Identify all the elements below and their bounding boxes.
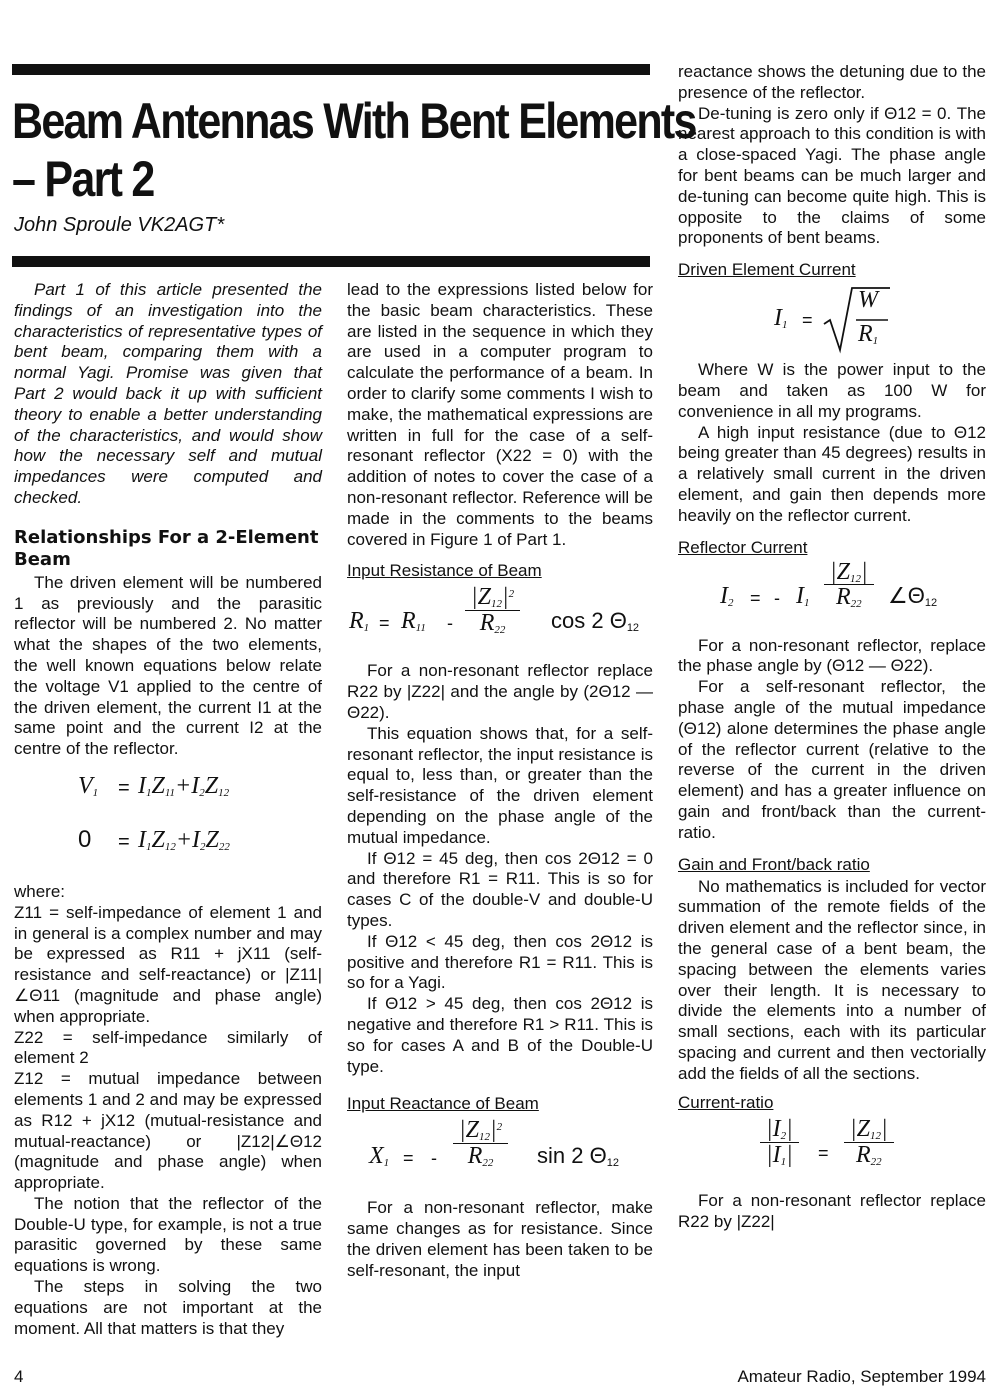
title-line-2: – Part 2 <box>12 151 154 207</box>
definition-z11: Z11 = self-impedance of element 1 and in general is a complex number and may be expressed as R11 + jX11 (self-resistance and self-reactance) or |Z11|∠Θ11 (magnitude and phase angle) when appropriate. <box>14 902 322 1026</box>
section-heading-input-resistance: Input Resistance of Beam <box>347 561 542 581</box>
equation-reflector-current: $I_2$ = - $I_1$ $\frac{|Z_{12}|}{R_{22}}$ $\angle\Theta_{12}$ <box>720 558 938 611</box>
equation-v1: $V_1$ = $I_1Z_{11}+I_2Z_{12}$ <box>78 772 230 799</box>
paragraph: If Θ12 < 45 deg, then cos 2Θ12 is positive and therefore R1 = R11. This is so for a Yagi. <box>347 931 653 993</box>
paragraph: The steps in solving the two equations are not important at the moment. All that matters is that they <box>14 1277 322 1338</box>
square-root-sign <box>822 286 892 354</box>
section-heading-relationships: Relationships For a 2-Element Beam <box>14 526 319 570</box>
equation-current-ratio: $\frac{|I_2|}{|I_1|}$ = $\frac{|Z_{12}|}{R_{22}}$ <box>678 1119 986 1191</box>
intro-paragraph: Part 1 of this article presented the findings of an investigation into the characteristics of representative types of bent beam, comparing them with a normal Yagi. Promise was given that Part 2 would back it up with sufficient theory to enable a better understanding of the characteristics, and would show how the necessary self and mutual impedances were computed and checked. <box>14 280 322 507</box>
paragraph: For a self-resonant reflector, the phase angle of the mutual impedance (Θ12) alone determines the phase angle of the reflector current (relative to the reverse of the current in the driven element) and has a greater influence on gain and front/back than the current-ratio. <box>678 677 986 842</box>
section-heading-gain: Gain and Front/back ratio <box>678 854 870 874</box>
section-heading-reflector-current: Reflector Current <box>678 537 808 557</box>
paragraph: A high input resistance (due to Θ12 being greater than 45 degrees) results in a relatively small current in the driven element, and gain then depends more heavily on the reflector current. <box>678 422 986 525</box>
equation-input-resistance: $R_1$ = $R_{11}$ - $\frac{|Z_{12}|^2}{R_{22}}$ cos 2 $\Theta_{12}$ <box>349 584 640 637</box>
where-label: where: <box>14 881 66 901</box>
paragraph: Where W is the power input to the beam and taken as 100 W for convenience in all my programs. <box>678 360 986 421</box>
title-line-1: Beam Antennas With Bent Elements <box>12 93 696 149</box>
paragraph: For a non-resonant reflector, replace the phase angle by (Θ12 — Θ22). <box>678 635 986 676</box>
page-number: 4 <box>14 1367 24 1386</box>
section-heading-current-ratio: Current-ratio <box>678 1093 774 1113</box>
column-3 <box>678 62 986 1233</box>
paragraph: No mathematics is included for vector summation of the remote fields of the driven element and the reflector since, in the general case of a bent beam, the spacing between the elements varies over their length. It is necessary to divide the elements into a number of small sections, each with its particular spacing and current and then vectorially add the fields of all the sections. <box>678 876 986 1083</box>
definition-z22: Z22 = self-impedance similarly of element 2 <box>14 1027 322 1068</box>
top-rule <box>12 64 650 75</box>
article-title <box>12 92 696 208</box>
column-2 <box>347 280 653 1281</box>
paragraph: lead to the expressions listed below for the basic beam characteristics. These are listed in the sequence in which they are used in a computer program to calculate the performance of a beam. In order to clarify some comments I wish to make, the mathematical expressions are written in full for the case of a self-resonant reflector (X22 = 0) with the addition of notes to cover the case of a non-resonant reflector. Reference will be made in the comments to the beams covered in Figure 1 of Part 1. <box>347 280 653 549</box>
paragraph: The driven element will be numbered 1 as previously and the parasitic reflector will be numbered 2. No matter what the shapes of the two elements, the well known equations below relate the voltage V1 applied to the centre of the driven element, the current I1 at the same point and the current I2 at the centre of the reflector. <box>14 572 322 759</box>
paragraph: If Θ12 > 45 deg, then cos 2Θ12 is negative and therefore R1 > R11. This is so for cases A and B of the Double-U type. <box>347 994 653 1076</box>
equation-driven-current: $I_1$ = W $R_1$ <box>678 286 986 360</box>
title-bottom-rule <box>12 256 650 267</box>
paragraph: If Θ12 = 45 deg, then cos 2Θ12 = 0 and therefore R1 = R11. This is so for cases C of the double-V and double-U types. <box>347 848 653 930</box>
paragraph: For a non-resonant reflector replace R22 by |Z22| and the angle by (2Θ12 — Θ22). <box>347 661 653 722</box>
section-heading-input-reactance: Input Reactance of Beam <box>347 1094 539 1114</box>
paragraph: For a non-resonant reflector, make same changes as for resistance. Since the driven element has been taken to be self-resonant, the input <box>347 1198 653 1280</box>
column-1 <box>14 280 322 1339</box>
section-heading-driven-current: Driven Element Current <box>678 260 856 280</box>
equation-zero: 0 = $I_1Z_{12}+I_2Z_{22}$ <box>78 825 230 853</box>
author-byline: John Sproule VK2AGT* <box>14 214 225 236</box>
paragraph: De-tuning is zero only if Θ12 = 0. The nearest approach to this condition is with a close-spaced Yagi. The phase angle for bent beams can be much larger and de-tuning can become quite high. This is opposite to the claims of some proponents of bent beams. <box>678 103 986 248</box>
paragraph: For a non-resonant reflector replace R22 by |Z22| <box>678 1191 986 1232</box>
paragraph: reactance shows the detuning due to the presence of the reflector. <box>678 62 986 102</box>
footer-publication: Amateur Radio, September 1994 <box>737 1367 986 1386</box>
definition-z12: Z12 = mutual impedance between elements 1 and 2 and may be expressed as R12 + jX12 (mutual-resistance and mutual-reactance) or |Z12|∠Θ12 (magnitude and phase angle) when appropriate. <box>14 1069 322 1193</box>
paragraph: This equation shows that, for a self-resonant reflector, the input resistance is equal to, less than, or greater than the self-resistance of the driven element depending on the phase angle of the mutual impedance. <box>347 723 653 847</box>
equation-input-reactance: $X_1$ = - $\frac{|Z_{12}|^2}{R_{22}}$ sin 2 $\Theta_{12}$ <box>369 1117 619 1170</box>
paragraph: The notion that the reflector of the Double-U type, for example, is not a true parasitic governed by these same equations is wrong. <box>14 1193 322 1276</box>
